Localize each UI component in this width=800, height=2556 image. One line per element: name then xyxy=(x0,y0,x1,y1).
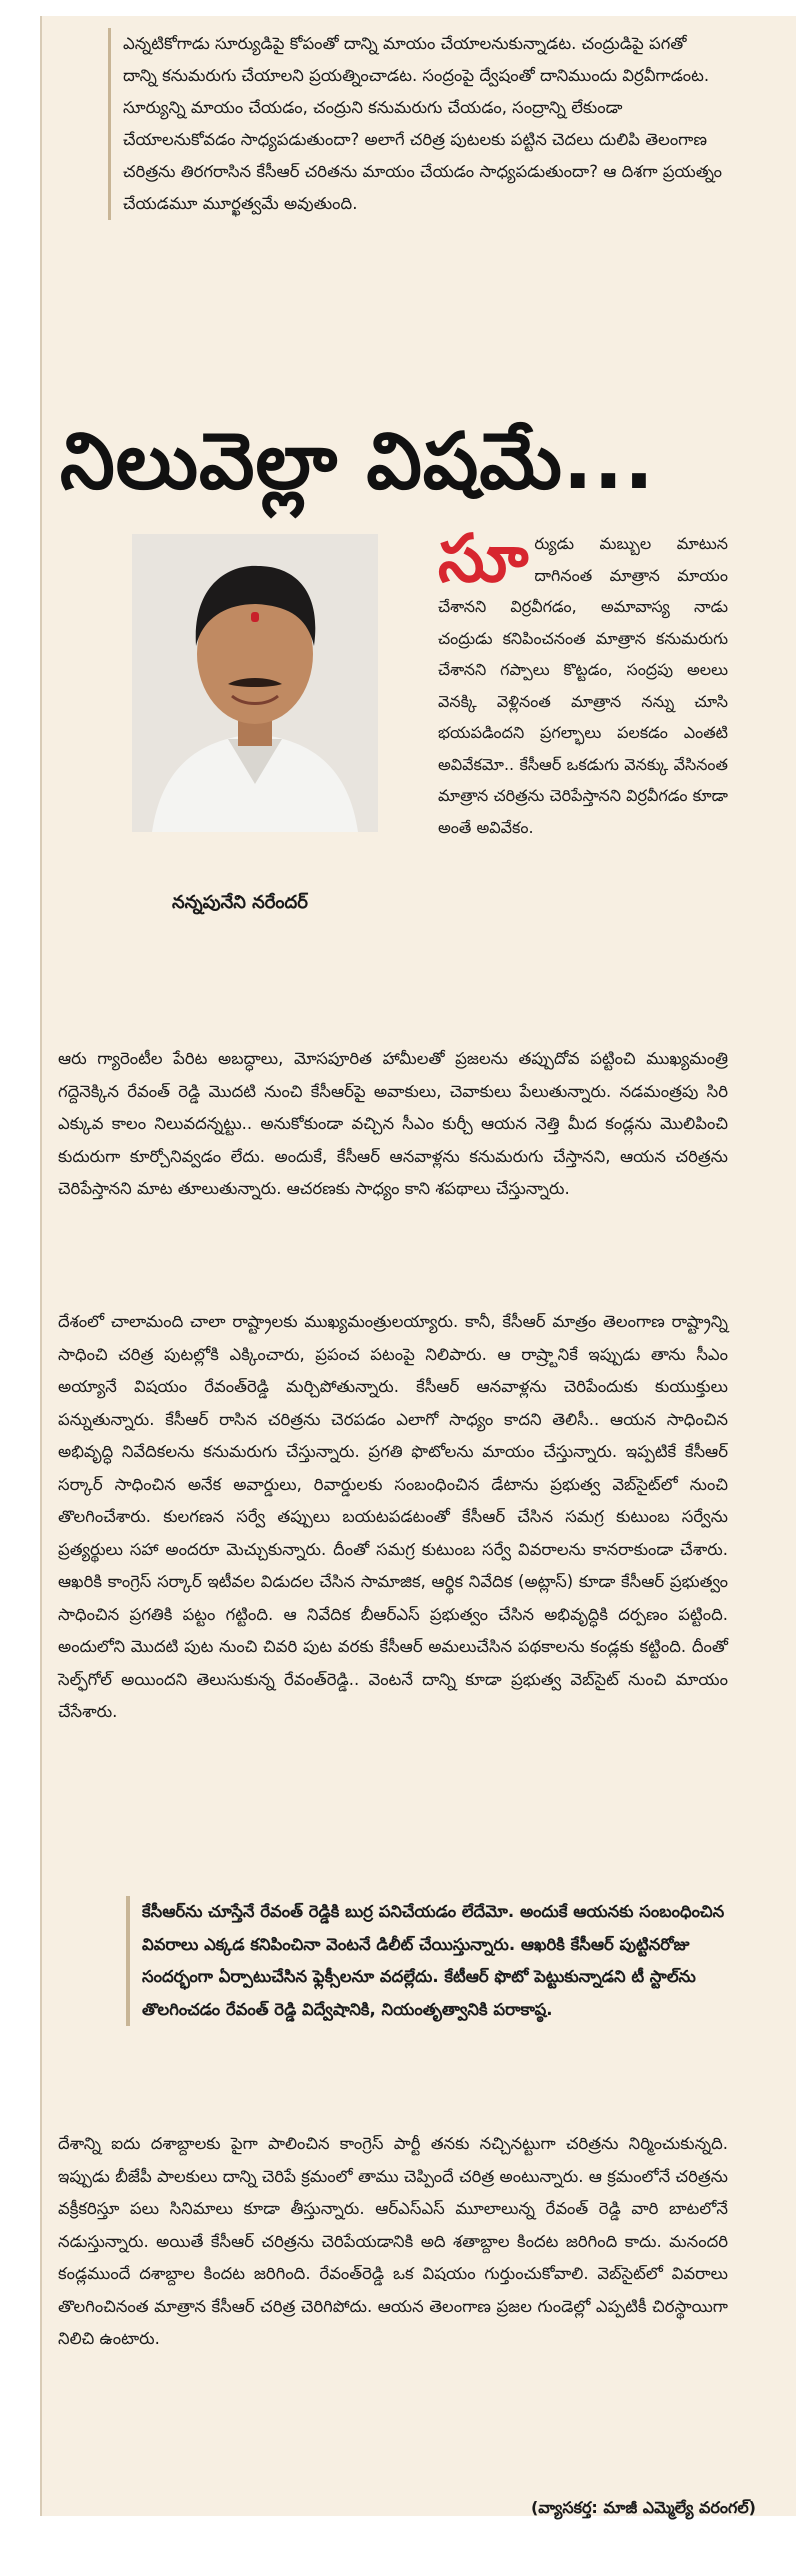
article-headline: నిలువెల్లా విషమే... xyxy=(60,417,655,507)
author-credit: (వ్యాసకర్త: మాజీ ఎమ్మెల్యే వరంగల్) xyxy=(530,2498,756,2517)
lead-text: ర్యుడు మబ్బుల మాటున దాగినంత మాత్రాన మాయం చేశానని విర్రవీగడం, అమావాస్య నాడు చంద్రుడు కనిపించనంత మాత్రాన కనుమరుగు చేశానని గప్పాలు కొట్టడం, సంద్రపు అలలు వెనక్కి వెళ్లినంత మాత్రాన నన్ను చూసి భయపడిందని ప్రగల్భాలు పలకడం ఎంతటి అవివేకమో.. కేసీఆర్ ఒకడుగు వెనక్కు వేసినంత మాత్రాన చరిత్రను చెరిపేస్తానని విర్రవీగడం కూడా అంతే అవివేకం. xyxy=(438,534,728,837)
paragraph-history: దేశంలో చాలామంది చాలా రాష్ట్రాలకు ముఖ్యమంత్రులయ్యారు. కానీ, కేసీఆర్ మాత్రం తెలంగాణ రాష్ట్రాన్ని సాధించి చరిత్ర పుటల్లోకి ఎక్కించారు, ప్రపంచ పటంపై నిలిపారు. ఆ రాష్ర్టానికే ఇప్పుడు తాను సీఎం అయ్యానే విషయం రేవంత్‌రెడ్డి మర్చిపోతున్నారు. కేసీఆర్ ఆనవాళ్లను చెరిపేందుకు కుయుక్తులు పన్నుతున్నారు. కేసీఆర్ రాసిన చరిత్రను చెరపడం ఎలాగో సాధ్యం కాదని తెలిసీ.. ఆయన సాధించిన అభివృద్ధి నివేదికలను కనుమరుగు చేస్తున్నారు. ప్రగతి ఫొటోలను మాయం చేస్తున్నారు. ఇప్పటికే కేసీఆర్ సర్కార్ సాధించిన అనేక అవార్డులు, రివార్డులకు సంబంధించిన డేటాను ప్రభుత్వ వెబ్‌సైట్‌లో నుంచి తొలగించేశారు. కులగణన సర్వే తప్పులు బయటపడటంతో కేసీఆర్ చేసిన సమగ్ర కుటుంబ సర్వేను ప్రత్యర్థులు సహా అందరూ మెచ్చుకున్నారు. దీంతో సమగ్ర కుటుంబ సర్వే వివరాలను కానరాకుండా చేశారు. ఆఖరికి కాంగ్రెస్ సర్కార్ ఇటీవల విడుదల చేసిన సామాజిక, ఆర్థిక నివేదిక (అట్లాస్) కూడా కేసీఆర్ ప్రభుత్వం సాధించిన ప్రగతికి పట్టం గట్టింది. ఆ నివేదిక బీఆర్ఎస్ ప్రభుత్వం చేసిన అభివృద్ధికి దర్పణం పట్టింది. అందులోని మొదటి పుట నుంచి చివరి పుట వరకు కేసీఆర్ అమలుచేసిన పథకాలను కండ్లకు కట్టింది. దీంతో సెల్ఫ్‌గోల్ అయిందని తెలుసుకున్న రేవంత్‌రెడ్డి.. వెంటనే దాన్ని కూడా ప్రభుత్వ వెబ్‌సైట్ నుంచి మాయం చేసేశారు. xyxy=(58,1312,728,1721)
paragraph-guarantees-text: ఆరు గ్యారెంటీల పేరిట అబద్ధాలు, మోసపూరిత హామీలతో ప్రజలను తప్పుదోవ పట్టించి ముఖ్యమంత్రి గద్దెనెక్కిన రేవంత్ రెడ్డి మొదటి నుంచి కేసీఆర్‌పై అవాకులు, చెవాకులు పేలుతున్నారు. నడమంత్రపు సిరి ఎక్కువ కాలం నిలువదన్నట్టు.. అనుకోకుండా వచ్చిన సీఎం కుర్చీ ఆయన నెత్తి మీద కండ్లను మొలిపించి కుదురుగా కూర్చోనివ్వడం లేదు. అందుకే, కేసీఆర్ ఆనవాళ్లను కనుమరుగు చేస్తానని, ఆయన చరిత్రను చెరిపేస్తానని మాట తూలుతున్నారు. ఆచరణకు సాధ్యం కాని శపథాలు చేస్తున్నారు. xyxy=(58,1049,728,1198)
author-byline: నన్నపునేని నరేందర్ xyxy=(172,892,308,913)
lead-paragraph xyxy=(438,520,728,843)
paragraph-guarantees xyxy=(58,1043,728,1206)
paragraph-conclusion: దేశాన్ని ఐదు దశాబ్దాలకు పైగా పాలించిన కాంగ్రెస్ పార్టీ తనకు నచ్చినట్టుగా చరిత్రను నిర్మించుకున్నది. ఇప్పుడు బీజేపీ పాలకులు దాన్ని చెరిపే క్రమంలో తాము చెప్పిందే చరిత్ర అంటున్నారు. ఆ క్రమంలోనే చరిత్రను వక్రీకరిస్తూ పలు సినిమాలు కూడా తీస్తున్నారు. ఆర్ఎస్ఎస్ మూలాలున్న రేవంత్ రెడ్డి వారి బాటలోనే నడుస్తున్నారు. అయితే కేసీఆర్ చరిత్రను చెరిపేయడానికి అది శతాబ్దాల కిందట జరిగింది కాదు. మనందరి కండ్లముందే దశాబ్దాల కిందట జరిగింది. రేవంత్‌రెడ్డి ఒక విషయం గుర్తుంచుకోవాలి. వెబ్‌సైట్‌లో వివరాలు తొలగించినంత మాత్రాన కేసీఆర్ చరిత్ర చెరిగిపోదు. ఆయన తెలంగాణ ప్రజల గుండెల్లో ఎప్పటికీ చిరస్థాయిగా నిలిచి ఉంటారు. xyxy=(58,2134,728,2348)
author-portrait-icon xyxy=(132,534,378,832)
author-photo xyxy=(132,534,378,832)
article-page xyxy=(40,16,796,2516)
intro-paragraph: ఎన్నటికోగాడు సూర్యుడిపై కోపంతో దాన్ని మాయం చేయాలనుకున్నాడట. చంద్రుడిపై పగతో దాన్ని కనుమరుగు చేయాలని ప్రయత్నించాడట. సంద్రంపై ద్వేషంతో దానిముందు విర్రవీగాడంట. సూర్యున్ని మాయం చేయడం, చంద్రుని కనుమరుగు చేయడం, సంద్రాన్ని లేకుండా చేయాలనుకోవడం సాధ్యపడుతుందా? అలాగే చరిత్ర పుటలకు పట్టిన చెదలు దులిపి తెలంగాణ చరిత్రను తిరగరాసిన కేసీఆర్ చరితను మాయం చేయడం సాధ్యపడుతుందా? ఆ దిశగా ప్రయత్నం చేయడమూ మూర్ఖత్వమే అవుతుంది. xyxy=(108,28,723,220)
drop-cap: సూ xyxy=(438,520,529,597)
pull-quote: కేసీఆర్‌ను చూస్తేనే రేవంత్ రెడ్డికి బుర్ర పనిచేయడం లేదేమో. అందుకే ఆయనకు సంబంధించిన వివరాలు ఎక్కడ కనిపించినా వెంటనే డిలీట్ చేయిస్తున్నారు. ఆఖరికి కేసీఆర్ పుట్టినరోజు సందర్భంగా ఏర్పాటుచేసిన ఫ్లెక్సీలనూ వదల్లేదు. కేటీఆర్ ఫొటో పెట్టుకున్నాడని టీ స్టాల్‌ను తొలగించడం రేవంత్ రెడ్డి విద్వేషానికి, నియంతృత్వానికి పరాకాష్ఠ. xyxy=(126,1896,726,2026)
